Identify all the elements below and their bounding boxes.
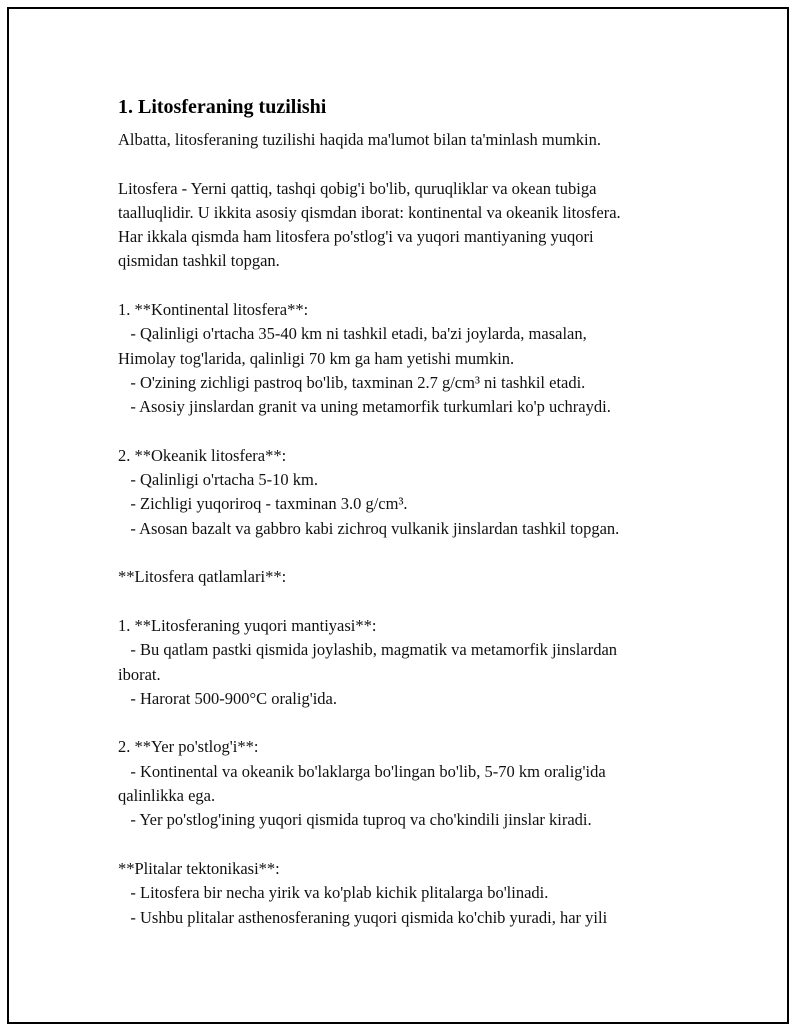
text-line: 2. **Yer po'stlog'i**: xyxy=(118,737,259,757)
text-line: - Harorat 500-900°C oralig'ida. xyxy=(118,688,337,708)
text-line: - Asosan bazalt va gabbro kabi zichroq vulkanik jinslardan tashkil topgan. xyxy=(118,518,620,538)
text-line: 1. **Kontinental litosfera**: xyxy=(118,300,309,320)
blank-line xyxy=(118,541,693,565)
blank-line xyxy=(118,152,693,176)
text-line: taalluqlidir. U ikkita asosiy qismdan iborat: kontinental va okeanik litosfera. xyxy=(118,202,621,222)
text-line: **Plitalar tektonikasi**: xyxy=(118,858,280,878)
text-line: - Asosiy jinslardan granit va uning metamorfik turkumlari ko'p uchraydi. xyxy=(118,397,611,417)
text-line: Litosfera - Yerni qattiq, tashqi qobig'i bo'lib, quruqliklar va okean tubiga xyxy=(118,178,597,198)
text-line: - Kontinental va okeanik bo'laklarga bo'lingan bo'lib, 5-70 km oralig'ida xyxy=(118,761,606,781)
text-line: 1. **Litosferaning yuqori mantiyasi**: xyxy=(118,615,377,635)
text-line: - Yer po'stlog'ining yuqori qismida tuproq va cho'kindili jinslar kiradi. xyxy=(118,810,592,830)
text-line: - Ushbu plitalar asthenosferaning yuqori qismida ko'chib yuradi, har yili xyxy=(118,907,608,927)
document-lines xyxy=(118,128,693,930)
text-line: - Zichligi yuqoriroq - taxminan 3.0 g/cm³. xyxy=(118,494,408,514)
blank-line xyxy=(118,711,693,735)
text-line: Har ikkala qismda ham litosfera po'stlog'i va yuqori mantiyaning yuqori xyxy=(118,227,594,247)
blank-line xyxy=(118,833,693,857)
blank-line xyxy=(118,274,693,298)
text-line: - Qalinligi o'rtacha 35-40 km ni tashkil etadi, ba'zi joylarda, masalan, xyxy=(118,324,587,344)
text-line: - Litosfera bir necha yirik va ko'plab kichik plitalarga bo'linadi. xyxy=(118,883,549,903)
text-line: iborat. xyxy=(118,664,161,684)
text-line: - Bu qatlam pastki qismida joylashib, magmatik va metamorfik jinslardan xyxy=(118,640,618,660)
text-line: Albatta, litosferaning tuzilishi haqida ma'lumot bilan ta'minlash mumkin. xyxy=(118,130,601,149)
text-line: - Qalinligi o'rtacha 5-10 km. xyxy=(118,470,319,490)
text-line: qismidan tashkil topgan. xyxy=(118,251,280,271)
blank-line xyxy=(118,420,693,444)
text-line: qalinlikka ega. xyxy=(118,786,216,806)
text-line: **Litosfera qatlamlari**: xyxy=(118,567,287,587)
text-line: 2. **Okeanik litosfera**: xyxy=(118,445,287,465)
text-line: Himolay tog'larida, qalinligi 70 km ga ham yetishi mumkin. xyxy=(118,348,515,368)
text-line: - O'zining zichligi pastroq bo'lib, taxminan 2.7 g/cm³ ni tashkil etadi. xyxy=(118,372,586,392)
blank-line xyxy=(118,590,693,614)
document-heading: 1. Litosferaning tuzilishi xyxy=(118,96,327,118)
document-body xyxy=(118,94,693,930)
